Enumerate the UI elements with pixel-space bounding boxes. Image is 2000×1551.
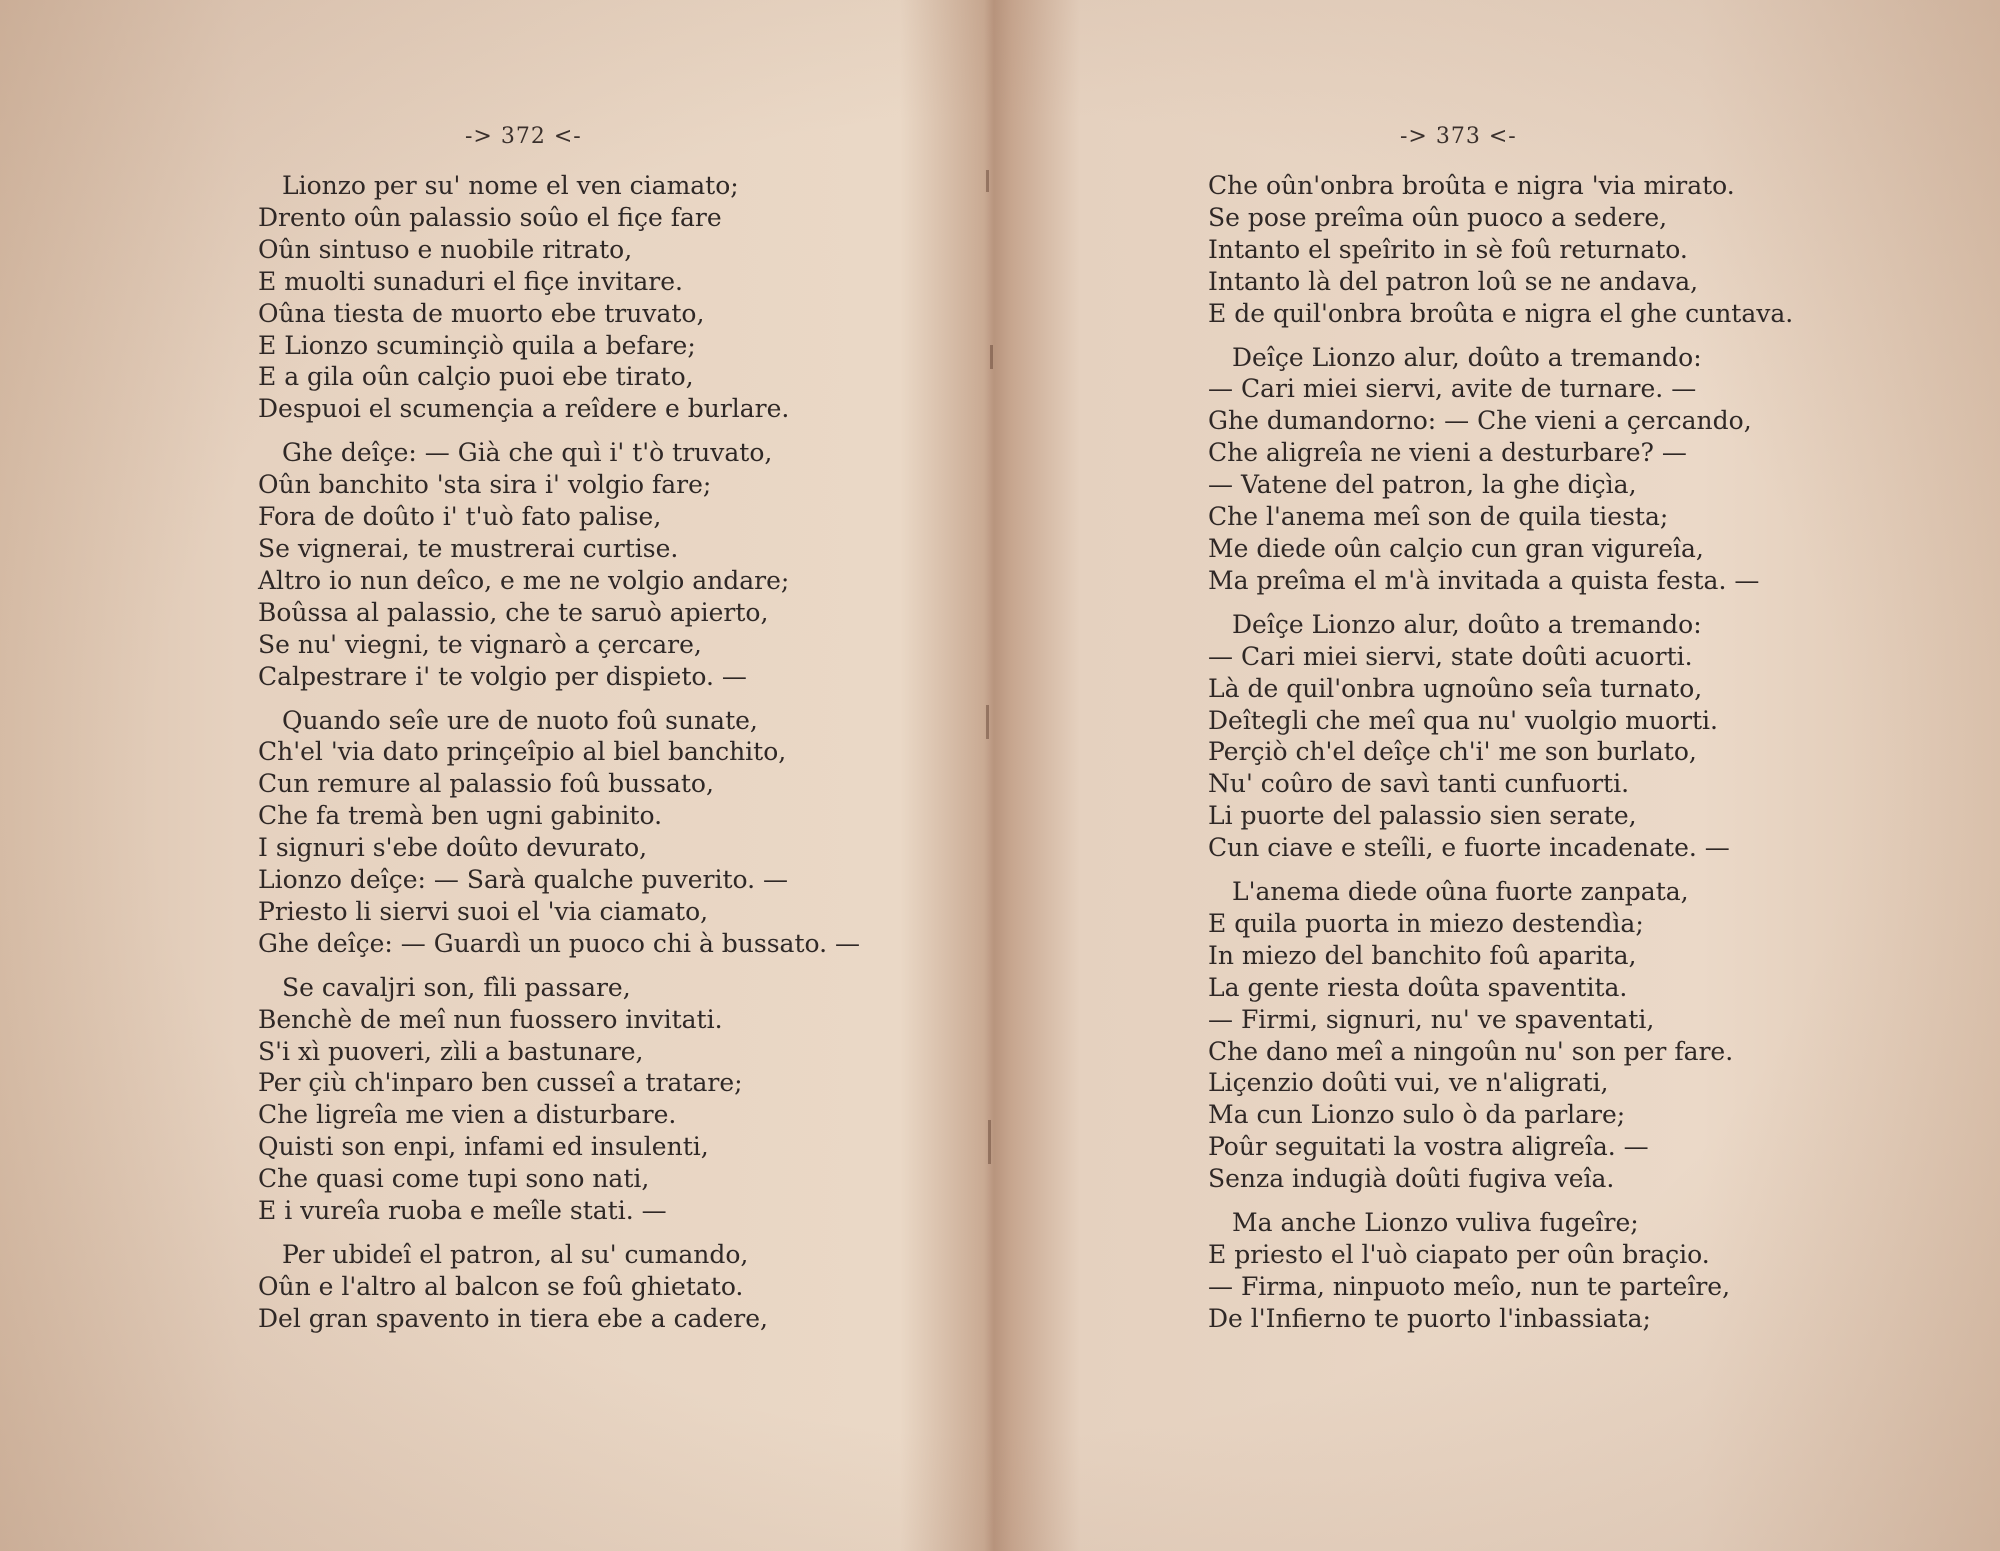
left-page [0, 0, 985, 1551]
verse-line: Li puorte del palassio sien serate, [1208, 801, 1637, 831]
stanza [1208, 876, 1793, 1195]
verse-line: Ma anche Lionzo vuliva fugeîre; [1232, 1208, 1639, 1238]
verse-line: Intanto el speîrito in sè foû returnato. [1208, 234, 1688, 264]
verse-line: Che dano meî a ningoûn nu' son per fare. [1208, 1036, 1734, 1066]
verse-line: Me diede oûn calçio cun gran vigureîa, [1208, 533, 1704, 563]
stanza [258, 1239, 860, 1335]
stanza [1208, 170, 1793, 330]
verse-line: Drento oûn palassio soûo el fiçe fare [258, 202, 722, 232]
verse-line: Deîçe Lionzo alur, doûto a tremando: [1232, 609, 1702, 639]
fold-mark [990, 345, 993, 369]
poem-text [258, 170, 860, 1347]
verse-line: Perçiò ch'el deîçe ch'i' me son burlato, [1208, 737, 1697, 767]
verse-line: Lionzo per su' nome el ven ciamato; [282, 171, 739, 200]
verse-line: Cun remure al palassio foû bussato, [258, 769, 714, 799]
verse-line: Se cavaljri son, fìli passare, [282, 972, 631, 1002]
verse-line: S'i xì puoveri, zìli a bastunare, [258, 1036, 644, 1066]
verse-line: E quila puorta in miezo destendìa; [1208, 908, 1644, 938]
verse-line: Boûssa al palassio, che te saruò apierto, [258, 597, 769, 627]
verse-line: Ghe deîçe: — Guardì un puoco chi à bussato. — [258, 928, 861, 958]
verse-line: Per ubideî el patron, al su' cumando, [282, 1240, 749, 1269]
verse-line: Nu' coûro de savì tanti cunfuorti. [1208, 769, 1630, 799]
verse-line: Deîçe Lionzo alur, doûto a tremando: [1232, 342, 1702, 372]
verse-line: Del gran spavento in tiera ebe a cadere, [258, 1303, 768, 1333]
verse-line: Calpestrare i' te volgio per dispieto. — [258, 661, 747, 691]
page-number: -> 373 <- [1400, 124, 1517, 149]
stanza [258, 972, 860, 1227]
verse-line: L'anema diede oûna fuorte zanpata, [1232, 877, 1689, 907]
fold-mark [986, 705, 989, 739]
verse-line: Oûna tiesta de muorto ebe truvato, [258, 298, 705, 328]
verse-line: La gente riesta doûta spaventita. [1208, 972, 1628, 1002]
verse-line: Lionzo deîçe: — Sarà qualche puverito. — [258, 865, 789, 895]
stanza [1208, 1207, 1793, 1335]
verse-line: Ma cun Lionzo sulo ò da parlare; [1208, 1100, 1626, 1130]
fold-mark [988, 1120, 991, 1164]
poem-text [1208, 170, 1793, 1347]
verse-line: Che l'anema meî son de quila tiesta; [1208, 502, 1669, 532]
verse-line: — Cari miei siervi, state doûti acuorti. [1208, 641, 1693, 671]
verse-line: — Vatene del patron, la ghe diçìa, [1208, 470, 1637, 500]
verse-line: I signuri s'ebe doûto devurato, [258, 833, 648, 863]
verse-line: Benchè de meî nun fuossero invitati. [258, 1004, 723, 1034]
stanza [258, 437, 860, 692]
stanza [1208, 609, 1793, 864]
verse-line: Senza indugià doûti fugiva veîa. [1208, 1164, 1615, 1194]
verse-line: Despuoi el scumençia a reîdere e burlare. [258, 394, 790, 424]
verse-line: E de quil'onbra broûta e nigra el ghe cuntava. [1208, 298, 1794, 328]
verse-line: — Cari miei siervi, avite de turnare. — [1208, 374, 1697, 404]
verse-line: Oûn sintuso e nuobile ritrato, [258, 234, 633, 264]
verse-line: Deîtegli che meî qua nu' vuolgio muorti. [1208, 705, 1718, 735]
verse-line: — Firmi, signuri, nu' ve spaventati, [1208, 1004, 1655, 1034]
verse-line: E muolti sunaduri el fiçe invitare. [258, 266, 683, 296]
stanza [258, 705, 860, 960]
verse-line: Liçenzio doûti vui, ve n'aligrati, [1208, 1068, 1609, 1098]
verse-line: Quando seîe ure de nuoto foû sunate, [282, 705, 758, 735]
verse-line: In miezo del banchito foû aparita, [1208, 940, 1637, 970]
right-page [1010, 0, 2000, 1551]
verse-line: Intanto là del patron loû se ne andava, [1208, 266, 1699, 296]
verse-line: Per çiù ch'inparo ben cusseî a tratare; [258, 1068, 743, 1098]
verse-line: Ma preîma el m'à invitada a quista festa. — [1208, 565, 1760, 595]
verse-line: Ghe deîçe: — Già che quì i' t'ò truvato, [282, 438, 773, 468]
verse-line: Oûn banchito 'sta sira i' volgio fare; [258, 470, 712, 500]
verse-line: Che oûn'onbra broûta e nigra 'via mirato. [1208, 171, 1735, 200]
verse-line: — Firma, ninpuoto meîo, nun te parteîre, [1208, 1271, 1731, 1301]
verse-line: Poûr seguitati la vostra aligreîa. — [1208, 1132, 1649, 1162]
verse-line: E Lionzo scuminçiò quila a befare; [258, 330, 696, 360]
verse-line: Se nu' viegni, te vignarò a çercare, [258, 629, 702, 659]
verse-line: Se pose preîma oûn puoco a sedere, [1208, 202, 1668, 232]
verse-line: Che quasi come tupi sono nati, [258, 1164, 650, 1194]
verse-line: Se vignerai, te mustrerai curtise. [258, 533, 679, 563]
verse-line: Altro io nun deîco, e me ne volgio andare; [258, 565, 790, 595]
fold-mark [986, 170, 989, 192]
verse-line: E i vureîa ruoba e meîle stati. — [258, 1196, 667, 1226]
verse-line: E a gila oûn calçio puoi ebe tirato, [258, 362, 694, 392]
stanza [1208, 342, 1793, 597]
stanza [258, 170, 860, 425]
verse-line: Che aligreîa ne vieni a desturbare? — [1208, 438, 1687, 468]
verse-line: Fora de doûto i' t'uò fato palise, [258, 502, 662, 532]
verse-line: Oûn e l'altro al balcon se foû ghietato. [258, 1271, 744, 1301]
verse-line: Là de quil'onbra ugnoûno seîa turnato, [1208, 673, 1703, 703]
verse-line: Che fa tremà ben ugni gabinito. [258, 801, 663, 831]
verse-line: Ghe dumandorno: — Che vieni a çercando, [1208, 406, 1752, 436]
page-number: -> 372 <- [465, 124, 582, 149]
verse-line: Quisti son enpi, infami ed insulenti, [258, 1132, 709, 1162]
verse-line: Priesto li siervi suoi el 'via ciamato, [258, 896, 709, 926]
verse-line: De l'Infierno te puorto l'inbassiata; [1208, 1303, 1651, 1333]
verse-line: E priesto el l'uò ciapato per oûn braçio. [1208, 1240, 1710, 1269]
verse-line: Cun ciave e steîli, e fuorte incadenate. — [1208, 833, 1730, 863]
verse-line: Ch'el 'via dato prinçeîpio al biel banchito, [258, 737, 787, 767]
verse-line: Che ligreîa me vien a disturbare. [258, 1100, 677, 1130]
